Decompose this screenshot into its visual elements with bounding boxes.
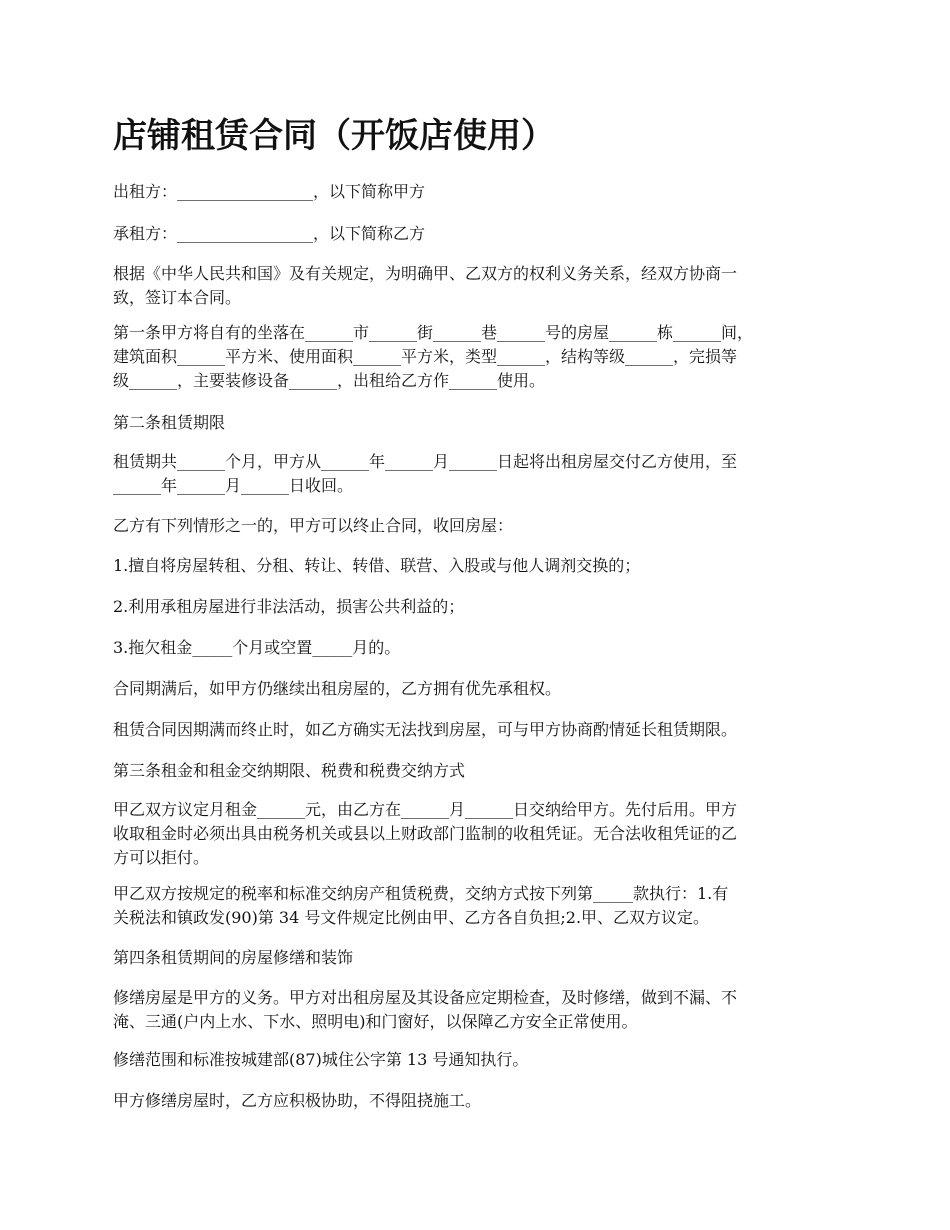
paragraph [113,759,843,783]
paragraph [113,986,843,1034]
paragraph [113,262,843,310]
paragraph [113,180,843,204]
paragraph [113,718,843,742]
paragraph [113,636,843,660]
paragraph [113,1048,843,1072]
paragraph-line: 乙方有下列情形之一的，甲方可以终止合同，收回房屋： [113,516,514,535]
paragraph-line: 级______，主要装修设备______，出租给乙方作______使用。 [113,371,546,390]
paragraph-line: 1.擅自将房屋转租、分租、转让、转借、联营、入股或与他人调剂交换的； [113,556,641,575]
paragraph-line: 承租方：_________________，以下简称乙方 [113,224,426,243]
paragraph-line: 淹、三通(户内上水、下水、照明电)和门窗好，以保障乙方安全正常使用。 [113,1012,638,1031]
paragraph-line: 根据《中华人民共和国》及有关规定，为明确甲、乙双方的权利义务关系，经双方协商一 [113,264,738,283]
paragraph [113,222,843,246]
paragraph [113,595,843,619]
paragraph-line: 出租方：_________________，以下简称甲方 [113,182,426,201]
paragraph-line: 第二条租赁期限 [113,413,226,432]
paragraph-line: 合同期满后，如甲方仍继续出租房屋的，乙方拥有优先承租权。 [113,679,562,698]
paragraph-line: 第四条租赁期间的房屋修缮和装饰 [113,948,354,967]
paragraph-line: 第一条甲方将自有的坐落在______市______街______巷______号的房屋______栋______间， [113,323,754,342]
paragraph-line: 甲乙双方议定月租金______元，由乙方在______月______日交纳给甲方。先付后用。甲方 [113,800,738,819]
paragraph [113,411,843,435]
paragraph-line: 修缮范围和标准按城建部(87)城住公字第 13 号通知执行。 [113,1050,529,1069]
paragraph [113,321,843,393]
paragraph-line: 2.利用承租房屋进行非法活动，损害公共利益的； [113,597,465,616]
paragraph-line: 3.拖欠租金_____个月或空置_____月的。 [113,638,401,657]
paragraph-line: 租赁期共______个月，甲方从______年______月______日起将出租房屋交付乙方使用，至 [113,452,738,471]
paragraph-line: 致，签订本合同。 [113,288,242,307]
document-title: 店铺租赁合同（开饭店使用） [113,116,555,156]
paragraph [113,554,843,578]
paragraph-line: 甲方修缮房屋时，乙方应积极协助，不得阻挠施工。 [113,1091,482,1110]
paragraph [113,882,843,930]
paragraph-line: 修缮房屋是甲方的义务。甲方对出租房屋及其设备应定期检查，及时修缮，做到不漏、不 [113,988,738,1007]
paragraph [113,798,843,870]
paragraph [113,514,843,538]
paragraph-line: 租赁合同因期满而终止时，如乙方确实无法找到房屋，可与甲方协商酌情延长租赁期限。 [113,720,738,739]
paragraph-line: 甲乙双方按规定的税率和标准交纳房产租赁税费，交纳方式按下列第_____款执行：1.有 [113,884,729,903]
paragraph-line: 收取租金时必须出具由税务机关或县以上财政部门监制的收租凭证。无合法收租凭证的乙 [113,824,738,843]
paragraph-line: 建筑面积______平方米、使用面积______平方米，类型______，结构等级______，完损等 [113,347,738,366]
paragraph-line: 关税法和镇政发(90)第 34 号文件规定比例由甲、乙方各自负担;2.甲、乙双方议定。 [113,908,710,927]
paragraph [113,1089,843,1113]
paragraph-line: 方可以拒付。 [113,848,210,867]
paragraph [113,946,843,970]
paragraph [113,677,843,701]
paragraph [113,450,843,498]
paragraph-line: ______年______月______日收回。 [113,476,354,495]
paragraph-line: 第三条租金和租金交纳期限、税费和税费交纳方式 [113,761,466,780]
